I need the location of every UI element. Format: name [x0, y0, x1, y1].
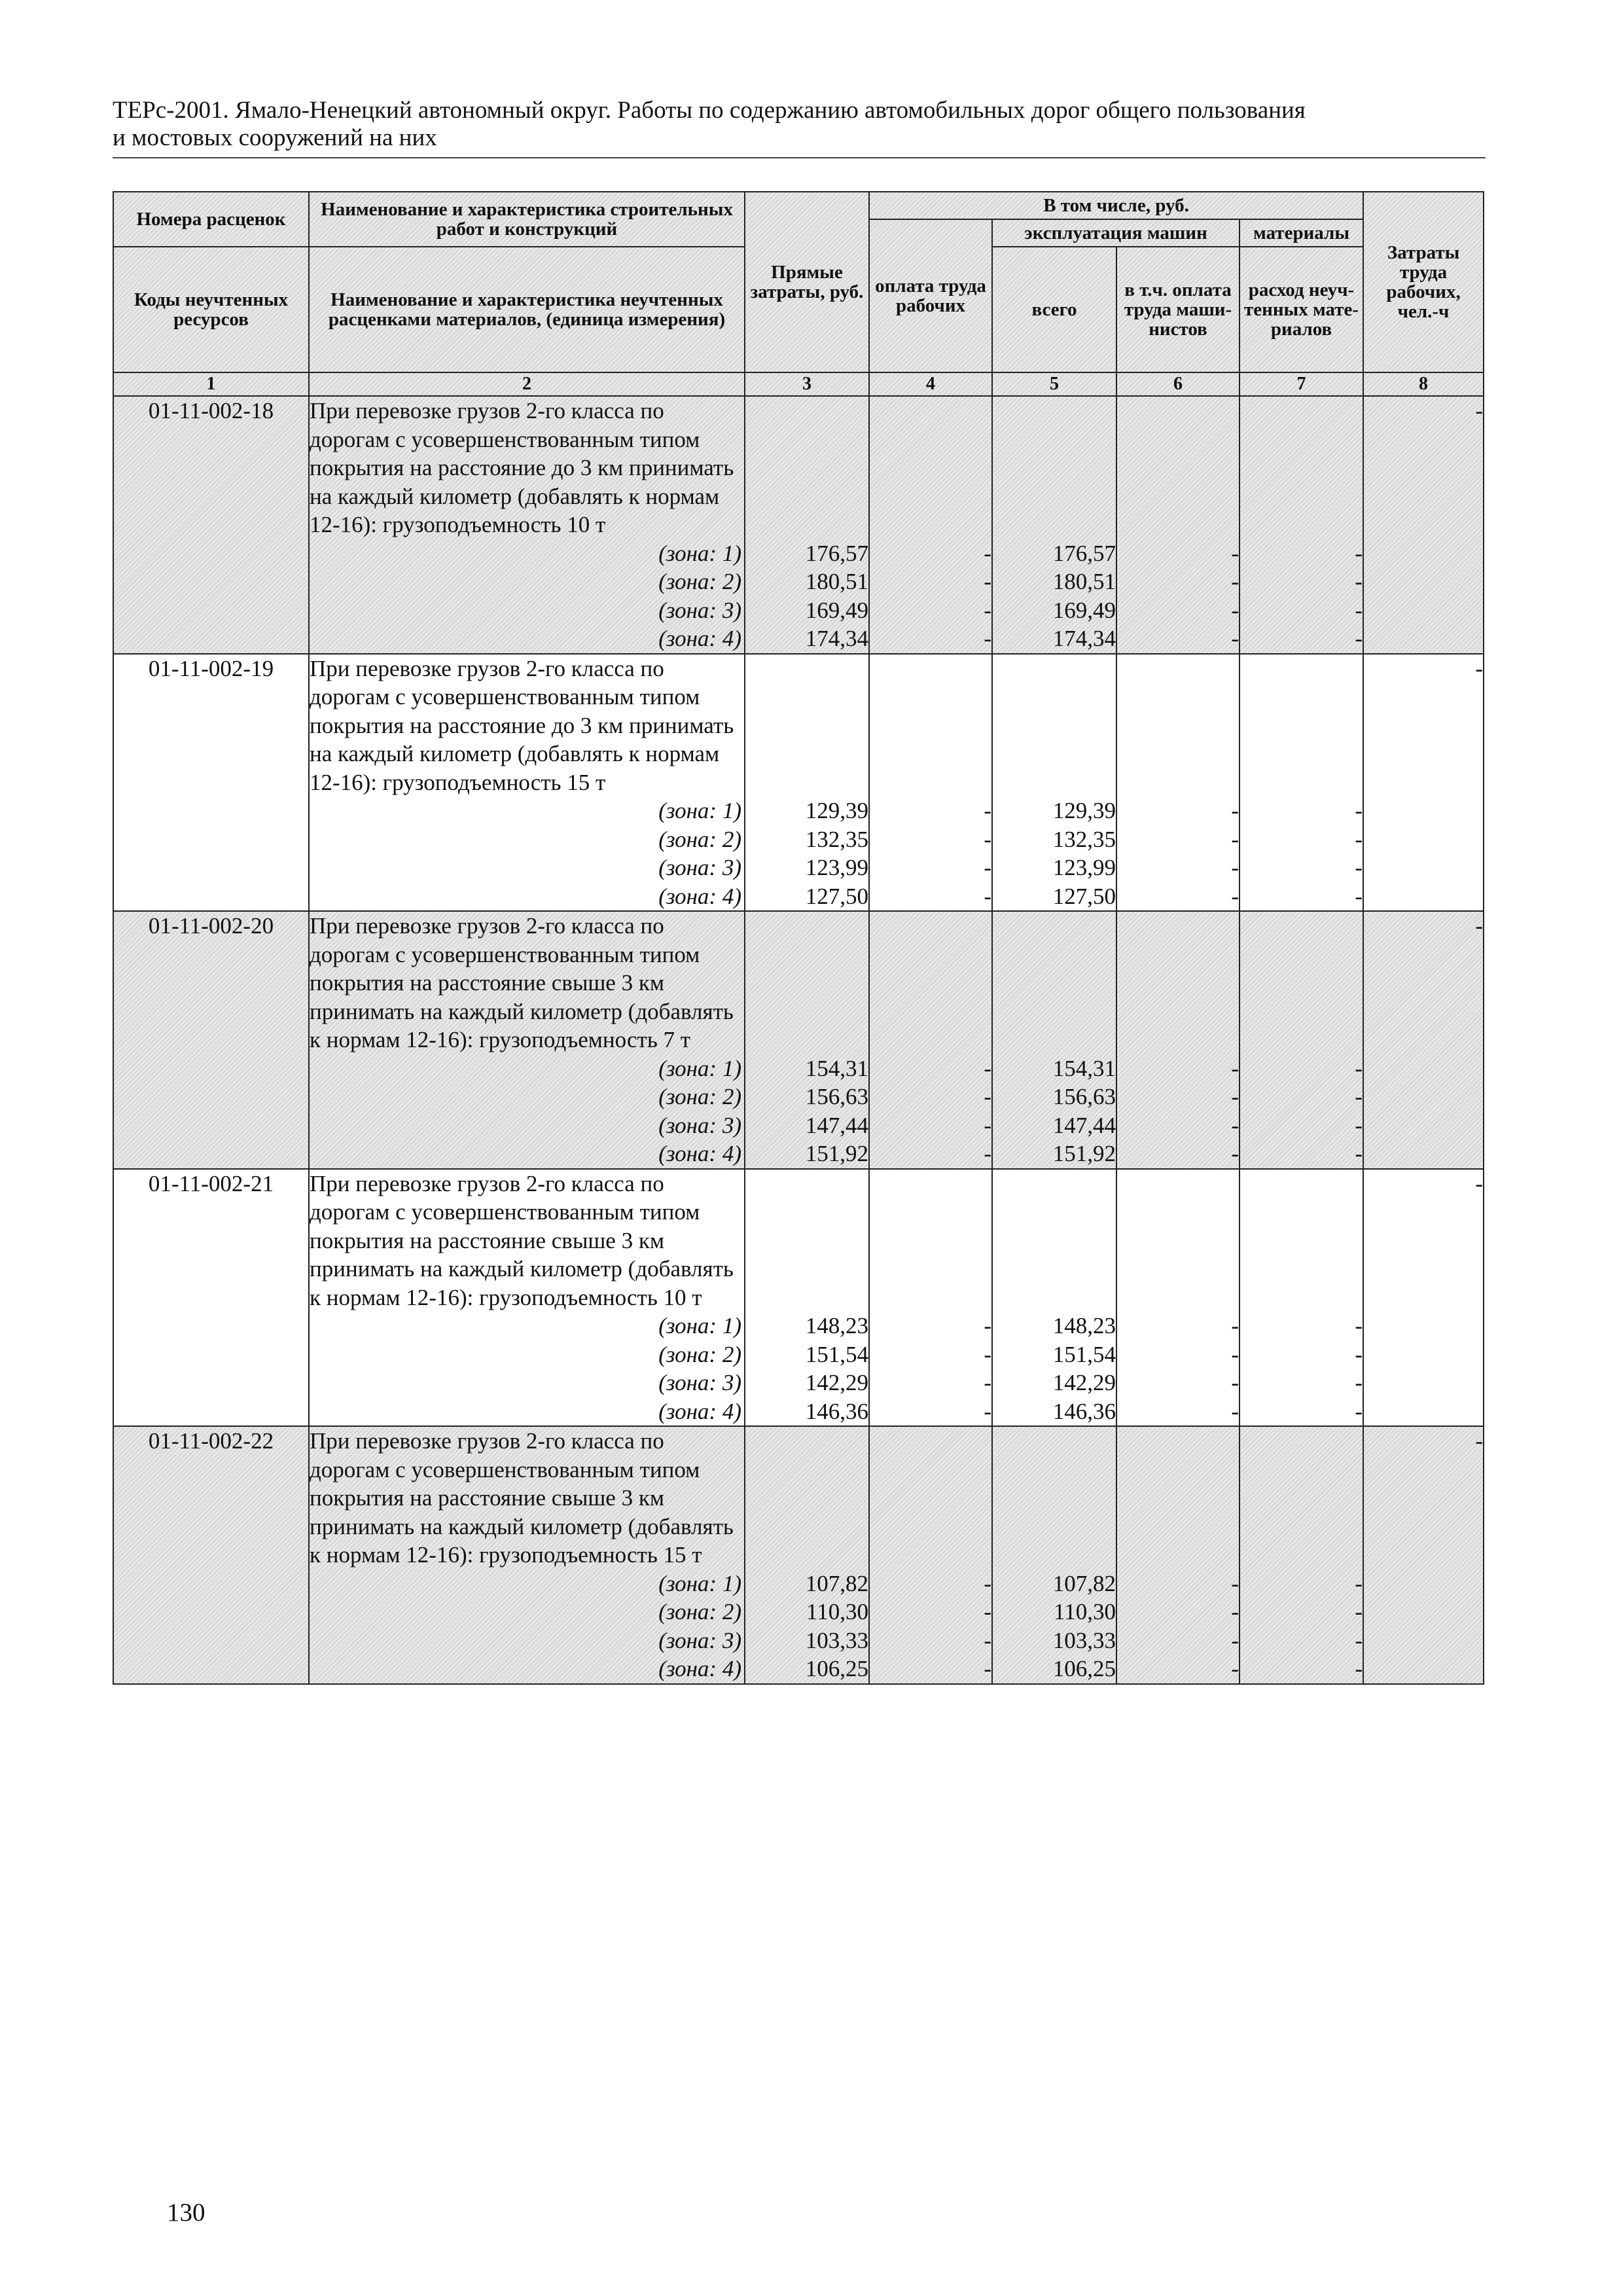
machine-total-value: 176,57 — [1052, 540, 1116, 566]
worker-wage-value-cell — [869, 1426, 992, 1684]
header-including: В том числе, руб. — [869, 192, 1363, 219]
header-machine-total: всего — [992, 247, 1116, 372]
rate-code: 01-11-002-20 — [113, 911, 309, 1169]
worker-wage-value: - — [984, 1313, 991, 1338]
machinist-wage-value: - — [1231, 1599, 1239, 1624]
machinist-wage-value: - — [1231, 1398, 1239, 1424]
zone-label: (зона: 1) — [658, 540, 741, 566]
machine-total-value-cell — [992, 1426, 1116, 1684]
column-number: 3 — [745, 372, 869, 396]
machinist-wage-value-cell — [1116, 396, 1240, 654]
worker-wage-value: - — [984, 1055, 991, 1081]
zone-label: (зона: 4) — [658, 883, 741, 909]
direct-cost-value: 106,25 — [805, 1656, 868, 1681]
direct-cost-value: 148,23 — [805, 1313, 868, 1338]
labor-cost-value: - — [1363, 1426, 1484, 1684]
material-value: - — [1355, 1112, 1363, 1138]
header-rate-numbers: Номера расценок — [113, 192, 309, 247]
rate-description-cell — [309, 911, 745, 1169]
machine-total-value: 103,33 — [1052, 1627, 1116, 1653]
rate-description: При перевозке грузов 2-го класса по дорогам с усовершенствованным типом покрытия на расстояние свыше 3 км принимать на каждый километр (добавлять к нормам 12-16): грузоподъемность 15 т — [310, 1428, 734, 1568]
machine-total-value: 148,23 — [1052, 1313, 1116, 1338]
header-machinist-wage: в т.ч. оплата труда маши-нистов — [1116, 247, 1240, 372]
labor-cost-value: - — [1363, 396, 1484, 654]
material-value: - — [1355, 1084, 1363, 1109]
worker-wage-value: - — [984, 855, 991, 880]
machine-total-value: 156,63 — [1052, 1084, 1116, 1109]
machinist-wage-value: - — [1231, 597, 1239, 623]
material-value: - — [1355, 1570, 1363, 1596]
material-value-cell — [1240, 1169, 1363, 1427]
header-work-name: Наименование и характеристика строительных работ и конструкций — [309, 192, 745, 247]
column-number: 5 — [992, 372, 1116, 396]
direct-cost-value: 151,54 — [805, 1341, 868, 1367]
machine-total-value: 151,92 — [1052, 1141, 1116, 1166]
machinist-wage-value-cell — [1116, 1169, 1240, 1427]
machinist-wage-value: - — [1231, 1112, 1239, 1138]
column-number: 2 — [309, 372, 745, 396]
material-value-cell — [1240, 911, 1363, 1169]
machine-total-value: 110,30 — [1054, 1599, 1116, 1624]
zone-label: (зона: 1) — [658, 798, 741, 823]
zone-label: (зона: 3) — [658, 1112, 741, 1138]
worker-wage-value-cell — [869, 654, 992, 912]
direct-cost-value: 103,33 — [805, 1627, 868, 1653]
machine-total-value: 146,36 — [1052, 1398, 1116, 1424]
rate-description: При перевозке грузов 2-го класса по дорогам с усовершенствованным типом покрытия на расстояние свыше 3 км принимать на каждый километр (добавлять к нормам 12-16): грузоподъемность 7 т — [310, 913, 734, 1052]
machine-total-value: 127,50 — [1052, 883, 1116, 909]
machine-total-value-cell — [992, 911, 1116, 1169]
rates-table — [113, 191, 1484, 1685]
table-row — [113, 1169, 1484, 1427]
machine-total-value: 154,31 — [1052, 1055, 1116, 1081]
worker-wage-value-cell — [869, 396, 992, 654]
worker-wage-value: - — [984, 1570, 991, 1596]
rate-description-cell — [309, 396, 745, 654]
rate-description-cell — [309, 1426, 745, 1684]
table-row — [113, 911, 1484, 1169]
rate-code: 01-11-002-22 — [113, 1426, 309, 1684]
zone-label: (зона: 4) — [658, 626, 741, 651]
zone-label: (зона: 4) — [658, 1141, 741, 1166]
machine-total-value: 169,49 — [1052, 597, 1116, 623]
machinist-wage-value: - — [1231, 855, 1239, 880]
direct-cost-value: 107,82 — [805, 1570, 868, 1596]
zone-label: (зона: 1) — [658, 1313, 741, 1338]
direct-cost-value: 147,44 — [805, 1112, 868, 1138]
material-value: - — [1355, 1656, 1363, 1681]
document-title-line-2: и мостовых сооружений на них — [113, 124, 437, 151]
table-header — [113, 192, 1484, 396]
column-number: 6 — [1116, 372, 1240, 396]
worker-wage-value: - — [984, 1656, 991, 1681]
direct-cost-value-cell — [745, 911, 869, 1169]
material-value: - — [1355, 569, 1363, 594]
worker-wage-value: - — [984, 1141, 991, 1166]
direct-cost-value: 132,35 — [805, 826, 868, 852]
machinist-wage-value: - — [1231, 1084, 1239, 1109]
zone-label: (зона: 2) — [658, 1084, 741, 1109]
table-row — [113, 654, 1484, 912]
header-labor-costs: Затраты труда рабочих, чел.-ч — [1363, 192, 1484, 372]
direct-cost-value: 151,92 — [805, 1141, 868, 1166]
column-number: 7 — [1240, 372, 1363, 396]
material-value: - — [1355, 1370, 1363, 1395]
material-value: - — [1355, 855, 1363, 880]
worker-wage-value: - — [984, 1370, 991, 1395]
rate-description-cell — [309, 654, 745, 912]
zone-label: (зона: 4) — [658, 1398, 741, 1424]
material-value-cell — [1240, 396, 1363, 654]
worker-wage-value: - — [984, 1112, 991, 1138]
machinist-wage-value-cell — [1116, 911, 1240, 1169]
machine-total-value: 147,44 — [1052, 1112, 1116, 1138]
machine-total-value: 151,54 — [1052, 1341, 1116, 1367]
table-row — [113, 1426, 1484, 1684]
worker-wage-value: - — [984, 626, 991, 651]
page-number: 130 — [167, 2198, 205, 2227]
material-value: - — [1355, 1141, 1363, 1166]
machinist-wage-value: - — [1231, 826, 1239, 852]
direct-cost-value: 174,34 — [805, 626, 868, 651]
direct-cost-value: 156,63 — [805, 1084, 868, 1109]
machinist-wage-value-cell — [1116, 1426, 1240, 1684]
rate-code: 01-11-002-19 — [113, 654, 309, 912]
worker-wage-value-cell — [869, 1169, 992, 1427]
machine-total-value: 123,99 — [1052, 855, 1116, 880]
machinist-wage-value: - — [1231, 1341, 1239, 1367]
direct-cost-value: 129,39 — [805, 798, 868, 823]
machine-total-value-cell — [992, 396, 1116, 654]
rate-description: При перевозке грузов 2-го класса по дорогам с усовершенствованным типом покрытия на расстояние до 3 км принимать на каждый километр (добавлять к нормам 12-16): грузоподъемность 10 т — [310, 398, 734, 537]
header-worker-wage: оплата труда рабочих — [869, 219, 992, 372]
document-title-line-1: ТЕРс-2001. Ямало-Ненецкий автономный округ. Работы по содержанию автомобильных дорог общего пользования — [113, 97, 1306, 124]
material-value: - — [1355, 1055, 1363, 1081]
labor-cost-value: - — [1363, 1169, 1484, 1427]
worker-wage-value: - — [984, 540, 991, 566]
worker-wage-value-cell — [869, 911, 992, 1169]
material-value: - — [1355, 597, 1363, 623]
material-value: - — [1355, 1599, 1363, 1624]
direct-cost-value: 180,51 — [805, 569, 868, 594]
machinist-wage-value: - — [1231, 798, 1239, 823]
machine-total-value: 132,35 — [1052, 826, 1116, 852]
machinist-wage-value: - — [1231, 540, 1239, 566]
worker-wage-value: - — [984, 1084, 991, 1109]
zone-label: (зона: 2) — [658, 569, 741, 594]
zone-label: (зона: 1) — [658, 1570, 741, 1596]
rate-code: 01-11-002-18 — [113, 396, 309, 654]
machinist-wage-value: - — [1231, 883, 1239, 909]
direct-cost-value: 154,31 — [805, 1055, 868, 1081]
machine-total-value: 106,25 — [1052, 1656, 1116, 1681]
machine-total-value: 180,51 — [1052, 569, 1116, 594]
machine-total-value: 142,29 — [1052, 1370, 1116, 1395]
machinist-wage-value: - — [1231, 1570, 1239, 1596]
worker-wage-value: - — [984, 883, 991, 909]
machinist-wage-value: - — [1231, 1370, 1239, 1395]
rate-code: 01-11-002-21 — [113, 1169, 309, 1427]
machine-total-value-cell — [992, 654, 1116, 912]
material-value: - — [1355, 1313, 1363, 1338]
material-value: - — [1355, 1341, 1363, 1367]
worker-wage-value: - — [984, 1398, 991, 1424]
machinist-wage-value: - — [1231, 1656, 1239, 1681]
material-value: - — [1355, 883, 1363, 909]
header-material-consumption: расход неуч-тенных мате-риалов — [1240, 247, 1363, 372]
machinist-wage-value: - — [1231, 1313, 1239, 1338]
header-machine-operation: эксплуатация машин — [992, 219, 1240, 247]
machinist-wage-value: - — [1231, 569, 1239, 594]
header-resource-codes: Коды неучтенных ресурсов — [113, 247, 309, 372]
zone-label: (зона: 3) — [658, 597, 741, 623]
header-material-names: Наименование и характеристика неучтенных расценками материалов, (единица измерения) — [309, 247, 745, 372]
material-value: - — [1355, 540, 1363, 566]
machinist-wage-value: - — [1231, 1627, 1239, 1653]
direct-cost-value: 176,57 — [805, 540, 868, 566]
machine-total-value: 174,34 — [1052, 626, 1116, 651]
direct-cost-value-cell — [745, 1426, 869, 1684]
zone-label: (зона: 2) — [658, 1341, 741, 1367]
direct-cost-value: 169,49 — [805, 597, 868, 623]
machine-total-value-cell — [992, 1169, 1116, 1427]
material-value: - — [1355, 1398, 1363, 1424]
worker-wage-value: - — [984, 1599, 991, 1624]
direct-cost-value: 142,29 — [805, 1370, 868, 1395]
rate-description: При перевозке грузов 2-го класса по дорогам с усовершенствованным типом покрытия на расстояние до 3 км принимать на каждый километр (добавлять к нормам 12-16): грузоподъемность 15 т — [310, 655, 734, 795]
zone-label: (зона: 4) — [658, 1656, 741, 1681]
worker-wage-value: - — [984, 826, 991, 852]
header-materials: материалы — [1240, 219, 1363, 247]
direct-cost-value-cell — [745, 396, 869, 654]
direct-cost-value-cell — [745, 1169, 869, 1427]
zone-label: (зона: 2) — [658, 1599, 741, 1624]
machinist-wage-value: - — [1231, 1055, 1239, 1081]
rate-description: При перевозке грузов 2-го класса по дорогам с усовершенствованным типом покрытия на расстояние свыше 3 км принимать на каждый километр (добавлять к нормам 12-16): грузоподъемность 10 т — [310, 1170, 734, 1310]
document-title — [113, 97, 1486, 152]
worker-wage-value: - — [984, 1341, 991, 1367]
material-value: - — [1355, 798, 1363, 823]
labor-cost-value: - — [1363, 654, 1484, 912]
machinist-wage-value: - — [1231, 1141, 1239, 1166]
worker-wage-value: - — [984, 798, 991, 823]
direct-cost-value-cell — [745, 654, 869, 912]
labor-cost-value: - — [1363, 911, 1484, 1169]
material-value-cell — [1240, 1426, 1363, 1684]
worker-wage-value: - — [984, 569, 991, 594]
material-value: - — [1355, 1627, 1363, 1653]
zone-label: (зона: 1) — [658, 1055, 741, 1081]
machine-total-value: 107,82 — [1052, 1570, 1116, 1596]
worker-wage-value: - — [984, 597, 991, 623]
column-number: 4 — [869, 372, 992, 396]
title-divider — [113, 157, 1486, 158]
direct-cost-value: 146,36 — [805, 1398, 868, 1424]
direct-cost-value: 110,30 — [806, 1599, 868, 1624]
material-value-cell — [1240, 654, 1363, 912]
machinist-wage-value: - — [1231, 626, 1239, 651]
zone-label: (зона: 2) — [658, 826, 741, 852]
table-body — [113, 396, 1484, 1684]
direct-cost-value: 123,99 — [805, 855, 868, 880]
zone-label: (зона: 3) — [658, 1627, 741, 1653]
rate-description-cell — [309, 1169, 745, 1427]
machinist-wage-value-cell — [1116, 654, 1240, 912]
worker-wage-value: - — [984, 1627, 991, 1653]
zone-label: (зона: 3) — [658, 855, 741, 880]
material-value: - — [1355, 626, 1363, 651]
direct-cost-value: 127,50 — [805, 883, 868, 909]
zone-label: (зона: 3) — [658, 1370, 741, 1395]
material-value: - — [1355, 826, 1363, 852]
column-number: 1 — [113, 372, 309, 396]
table-row — [113, 396, 1484, 654]
header-direct-costs: Прямые затраты, руб. — [745, 192, 869, 372]
machine-total-value: 129,39 — [1052, 798, 1116, 823]
column-number: 8 — [1363, 372, 1484, 396]
